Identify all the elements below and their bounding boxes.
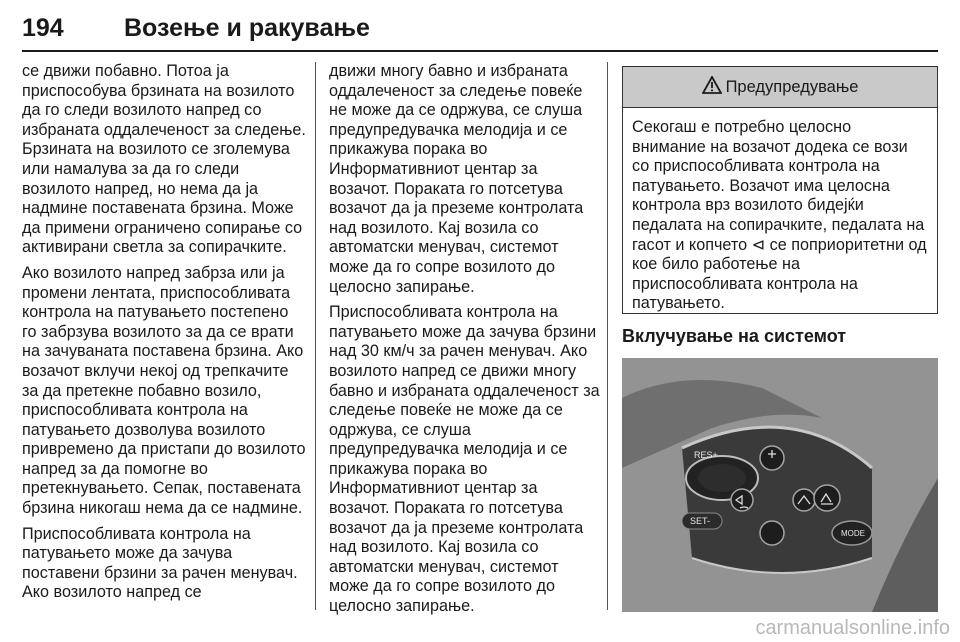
paragraph: Приспособливата контрола на патувањето може да зачува поставени брзини за рачен менувач. Ако возилото напред се bbox=[22, 524, 298, 602]
steering-wheel-controls-figure bbox=[622, 358, 938, 612]
paragraph: Приспособливата контрола на патувањето може да зачува брзини над 30 км/ч за рачен менувач. Ако возилото напред се движи многу бавно и избраната оддалеченост за следење повеќе не може да се одржува, се слуша предупредувачка мелодија и се прикажува порака во Информативниот центар за возачот. Пораката го потсетува возачот да ја преземе контролата над возилото. Кај возила со автоматски менувач, системот може да го сопре возилото до целосно запирање. bbox=[329, 303, 600, 616]
warning-title: Предупредување bbox=[725, 77, 859, 96]
page-header bbox=[22, 6, 938, 52]
text-column-1 bbox=[22, 62, 306, 609]
warning-body bbox=[623, 108, 937, 314]
paragraph: се движи побавно. Потоа ја приспособува брзината на возилото да го следи возилото напред со избраната оддалеченост за следење. Брзината на возилото се зголемува или намалува за да го следи возилото напред, но нема да ја надмине поставената брзина. Може да примени ограничено сопирање со активирани светла за сопирачките. bbox=[22, 62, 306, 257]
chapter-title: Возење и ракување bbox=[124, 13, 370, 42]
warning-box bbox=[622, 66, 938, 314]
paragraph: Ако возилото напред забрза или ја промени лентата, приспособливата контрола на патувањето постепено го забрзува возилото за да се врати на зачуваната поставена брзина. Ако возачот вклучи некој од трепкачите за да претекне побавно возило, приспособливата контрола на патувањето дозволува возилото привремено да пристапи до возилото напред за да помогне во претекнувањето. Сепак, поставената брзина никогаш нема да се надмине. bbox=[22, 263, 306, 518]
paragraph: движи многу бавно и избраната оддалеченост за следење повеќе не може да се одржува, се слуша предупредувачка мелодија и се прикажува порака во Информативниот центар за возачот. Пораката го потсетува возачот да ја преземе контролата над возилото. Кај возила со автоматски менувач, системот може да го сопре возилото до целосно запирање. bbox=[329, 62, 584, 296]
page-number: 194 bbox=[22, 13, 64, 42]
mode-button-label: MODE bbox=[841, 529, 865, 538]
watermark: carmanualsonline.info bbox=[755, 617, 950, 639]
warning-text-end: се поприоритетни од кое било работење на приспособливата контрола на патувањето. bbox=[632, 235, 927, 313]
column-divider bbox=[607, 62, 608, 610]
warning-text: Секогаш е потребно целосно внимание на возачот додека се вози со приспособливата контрола на патувањето. Возачот има целосна контрола врз возилото бидејќи педалата на сопирачките, педалата на гасот и копчето bbox=[632, 118, 925, 254]
res-button-label: RES+ bbox=[694, 450, 718, 460]
warning-triangle-icon bbox=[702, 76, 722, 99]
section-title: Вклучување на системот bbox=[622, 326, 847, 346]
text-column-2 bbox=[329, 62, 601, 623]
set-button-label: SET- bbox=[690, 516, 711, 526]
adaptive-cruise-icon: ⊲ bbox=[751, 235, 766, 254]
warning-header bbox=[623, 67, 937, 108]
column-divider bbox=[315, 62, 316, 610]
